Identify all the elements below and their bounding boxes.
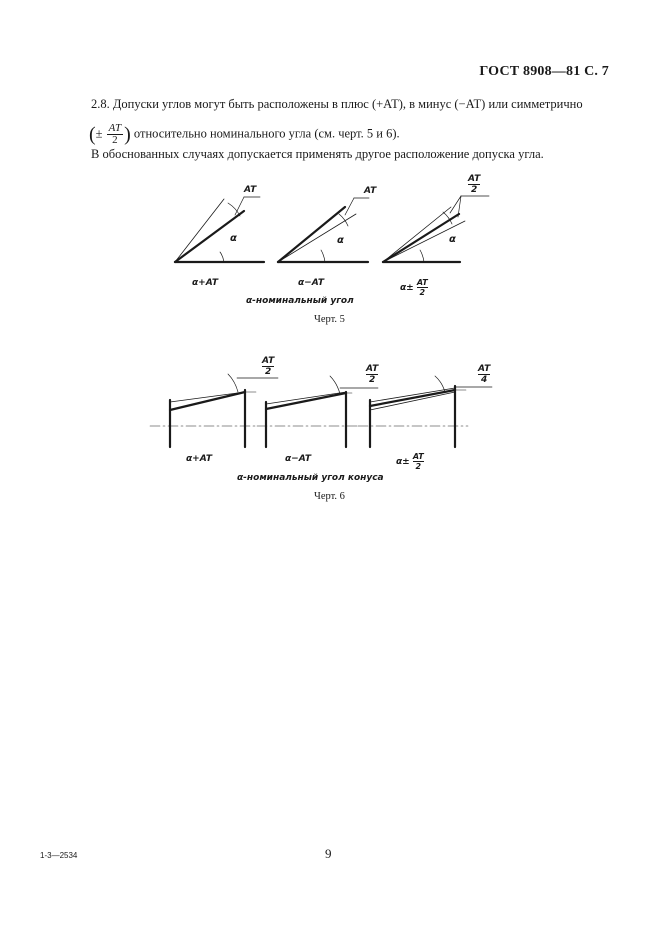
fig5-drawing-minus — [278, 198, 369, 262]
plus-minus-sign: ± — [95, 126, 103, 141]
fig6-drawing-minus — [257, 376, 378, 447]
paragraph-2-8-line1: 2.8. Допуски углов могут быть расположены в плюс (+АТ), в минус (−АТ) или симметрично — [91, 97, 583, 111]
fig5-legend: α-номинальный угол — [246, 296, 354, 306]
fig6-subcaption-plus: α+AT — [186, 454, 212, 464]
right-paren: ) — [124, 123, 131, 146]
fig6-legend: α-номинальный угол конуса — [237, 473, 384, 483]
print-code: 1-3—2534 — [40, 851, 78, 860]
left-paren: ( — [89, 123, 96, 146]
fig6-subcaption-symmetric: α± $\frac{AT}{2}$ — [396, 452, 424, 471]
fig5-alpha-label-1: α — [230, 233, 237, 244]
at-over-2-fraction: $\frac{AT}{2}$ — [108, 122, 122, 146]
document-header: ГОСТ 8908—81 С. 7 — [479, 64, 609, 79]
fig6-at-quarter-label: AT 4 — [478, 364, 491, 385]
fig5-at-label-1: AT — [244, 185, 257, 195]
fig6-drawing-plus — [150, 374, 278, 447]
fig5-drawing-plus — [175, 197, 264, 262]
paragraph-2-8-line2-text: относительно номинального угла (см. черт. 5 и 6). — [133, 126, 400, 141]
fig5-at-half-label: AT 2 — [468, 174, 481, 195]
fig5-at-label-2: AT — [364, 186, 377, 196]
fig6-drawing-symmetric — [358, 376, 492, 447]
paragraph-alt-placement: В обоснованных случаях допускается применять другое расположение допуска угла. — [91, 147, 544, 161]
page-number: 9 — [325, 846, 332, 861]
fig5-alpha-label-2: α — [337, 235, 344, 246]
fig6-at-half-label-1: AT 2 — [262, 356, 275, 377]
fig6-caption: Черт. 6 — [314, 491, 345, 502]
fig6-subcaption-minus: α−AT — [285, 454, 311, 464]
fig5-subcaption-symmetric: α± $\frac{AT}{2}$ — [400, 278, 428, 297]
fig6-at-half-label-2: AT 2 — [366, 364, 379, 385]
fig5-caption: Черт. 5 — [314, 314, 345, 325]
fig5-subcaption-plus: α+AT — [192, 278, 218, 288]
fig5-alpha-label-3: α — [449, 234, 456, 245]
fig5-drawing-symmetric — [383, 196, 489, 262]
fig5-subcaption-minus: α−AT — [298, 278, 324, 288]
